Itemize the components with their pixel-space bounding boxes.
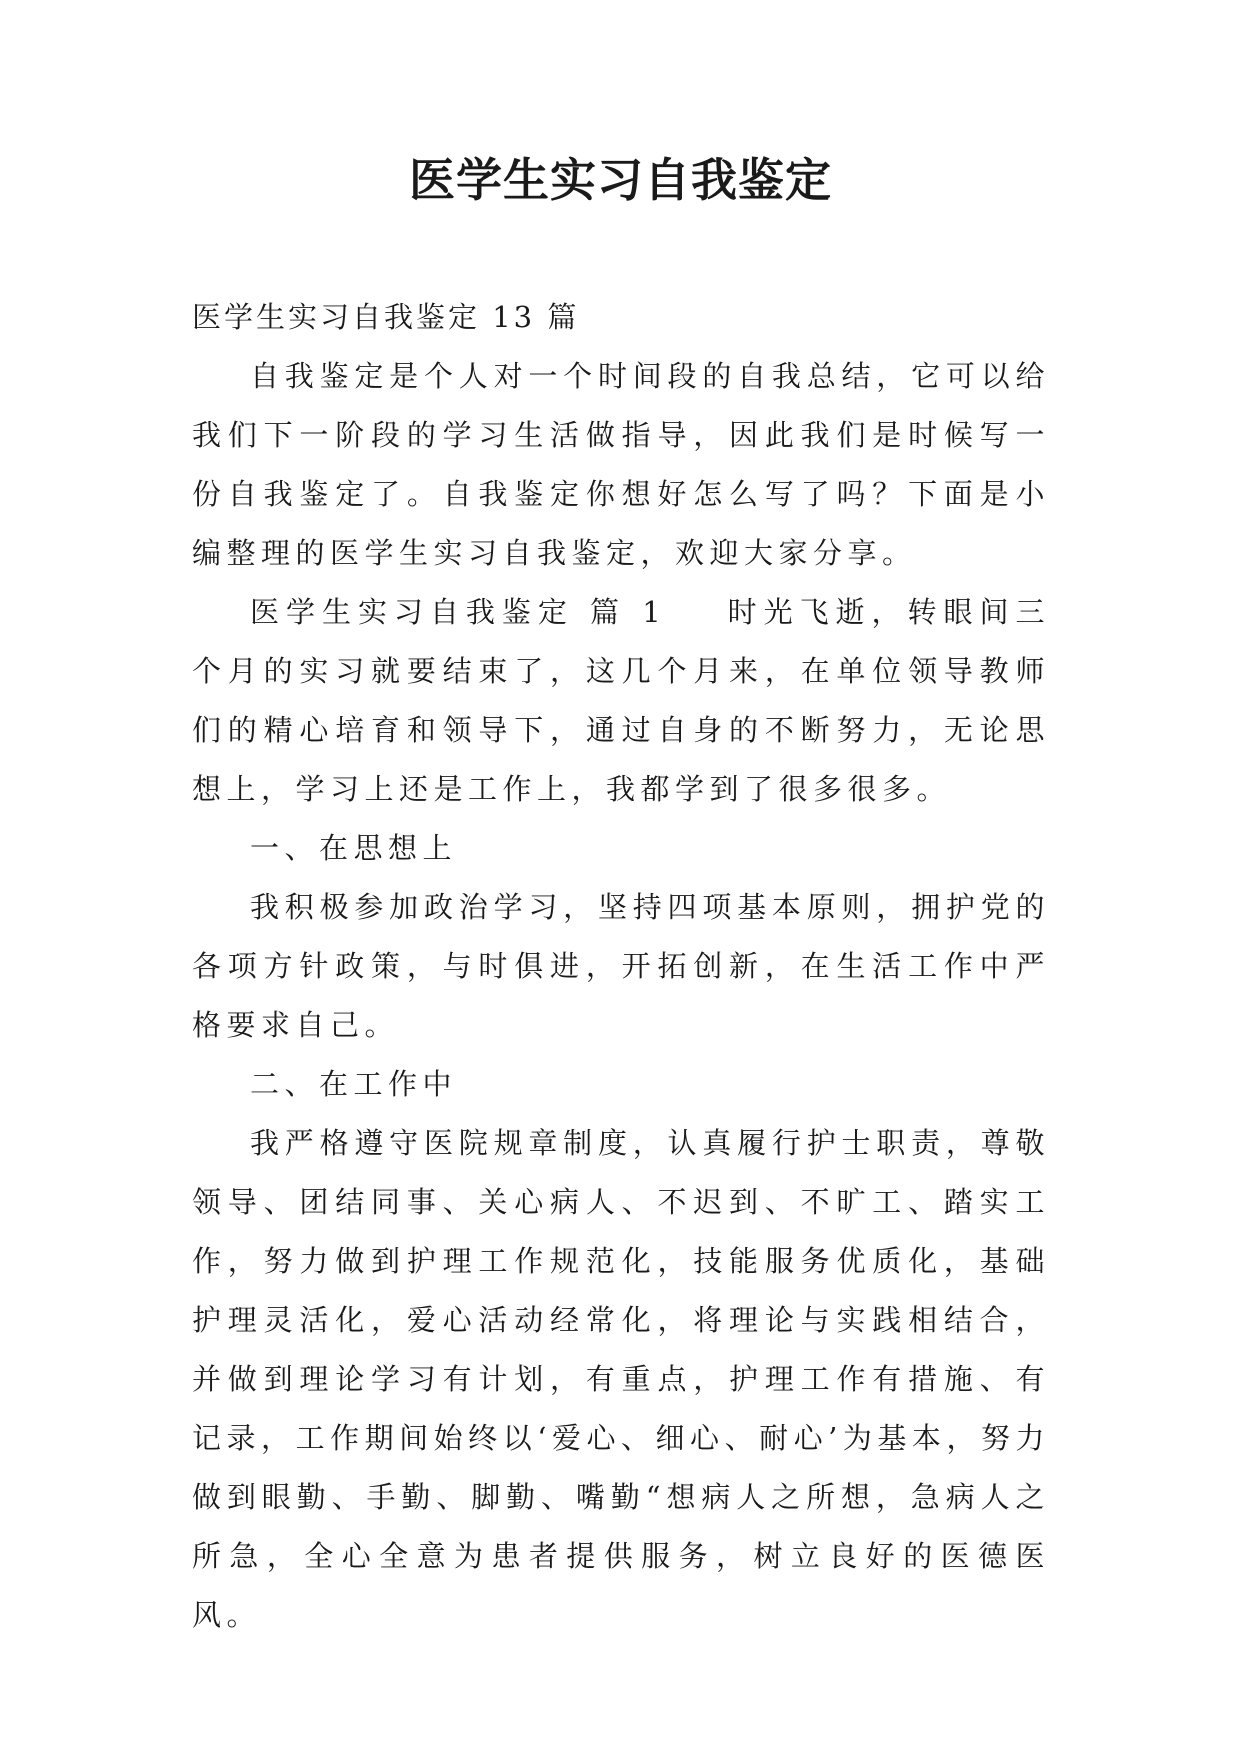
document-body bbox=[192, 288, 1050, 1645]
article-1-heading: 医学生实习自我鉴定 篇 1 bbox=[250, 595, 667, 629]
section-1-heading: 一、在思想上 bbox=[250, 831, 458, 865]
document-title: 医学生实习自我鉴定 bbox=[409, 153, 832, 207]
section-2-paragraph: 我严格遵守医院规章制度，认真履行护士职责，尊敬领导、团结同事、关心病人、不迟到、不旷工、踏实工作，努力做到护理工作规范化，技能服务优质化，基础护理灵活化，爱心活动经常化，将理论与实践相结合，并做到理论学习有计划，有重点，护理工作有措施、有记录，工作期间始终以‘爱心、细心、耐心’为基本，努力做到眼勤、手勤、脚勤、嘴勤“想病人之所想，急病人之所急，全心全意为患者提供服务，树立良好的医德医风。 bbox=[192, 1126, 1050, 1632]
article-1-lead-text: 时光飞逝，转眼间三个月的实习就要结束了，这几个月来，在单位领导教师们的精心培育和领导下，通过自身的不断努力，无论思想上，学习上还是工作上，我都学到了很多很多。 bbox=[192, 595, 1050, 806]
document-subtitle: 医学生实习自我鉴定 13 篇 bbox=[192, 300, 580, 334]
intro-paragraph: 自我鉴定是个人对一个时间段的自我总结，它可以给我们下一阶段的学习生活做指导，因此我们是时候写一份自我鉴定了。自我鉴定你想好怎么写了吗？下面是小编整理的医学生实习自我鉴定，欢迎大家分享。 bbox=[192, 359, 1050, 570]
section-2-heading: 二、在工作中 bbox=[250, 1067, 458, 1101]
section-1-paragraph: 我积极参加政治学习，坚持四项基本原则，拥护党的各项方针政策，与时俱进，开拓创新，在生活工作中严格要求自己。 bbox=[192, 890, 1050, 1042]
article-1-paragraph bbox=[192, 583, 1050, 819]
